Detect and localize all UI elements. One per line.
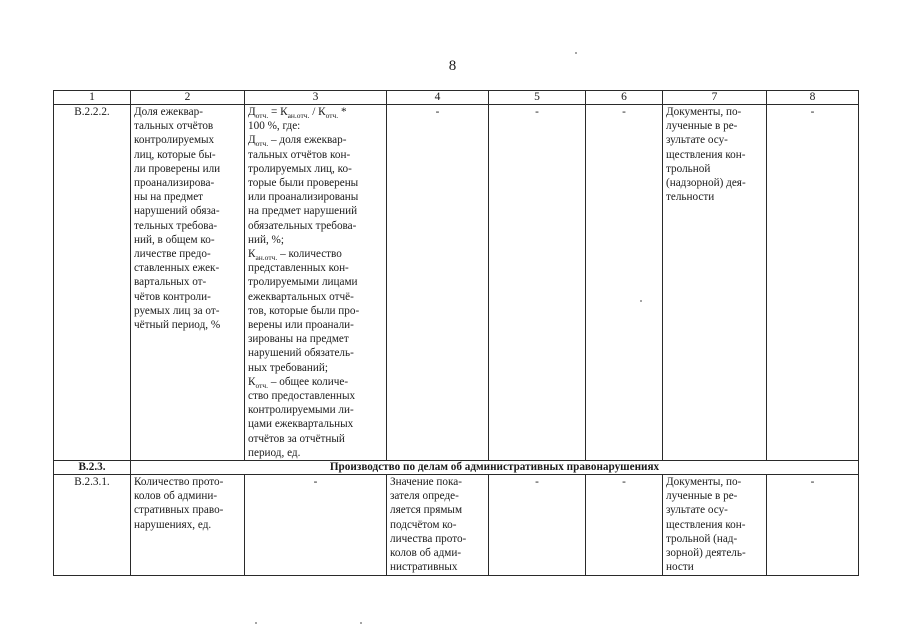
- scan-speck: [575, 52, 577, 54]
- definition-symbol: К: [248, 248, 256, 261]
- col-header-5: 5: [489, 91, 586, 105]
- cell-col6: -: [586, 105, 663, 461]
- row-code: В.2.2.2.: [54, 105, 131, 461]
- section-row: [54, 461, 859, 475]
- cell-col6: -: [586, 475, 663, 575]
- table-row: [54, 105, 859, 461]
- formula-subscript: отч.: [325, 111, 339, 121]
- data-source: Документы, по- лученные в ре- зультате осу- ществления кон- трольной (над- зорной) деятель- ности: [663, 475, 767, 575]
- indicator-name: Количество прото- колов об админи- стративных право- нарушениях, ед.: [131, 475, 245, 575]
- data-source: Документы, по- лученные в ре- зультате осу- ществления кон- трольной (надзорной) дея- тельности: [663, 105, 767, 461]
- indicators-table: [53, 90, 859, 576]
- cell-col5: -: [489, 105, 586, 461]
- section-title: Производство по делам об административных правонарушениях: [131, 461, 859, 475]
- col-header-4: 4: [387, 91, 489, 105]
- definition-text: – доля ежеквар- тальных отчётов кон- тролируемых лиц, ко- торые были проверены или проанализированы на предмет нарушений обязательных требова- ний, %;: [248, 134, 359, 246]
- definition-subscript: ан.отч.: [255, 253, 278, 263]
- cell-col4: -: [387, 105, 489, 461]
- scan-speck: [640, 300, 642, 302]
- definition-subscript: отч.: [255, 381, 269, 391]
- row-code: В.2.3.1.: [54, 475, 131, 575]
- formula-subscript: ан.отч.: [287, 111, 310, 121]
- page-number: 8: [448, 58, 457, 74]
- formula-subscript: отч.: [255, 111, 269, 121]
- formula-symbol: Д: [248, 106, 256, 118]
- formula-part: = К: [268, 106, 288, 118]
- col-header-2: 2: [131, 91, 245, 105]
- definition-subscript: отч.: [255, 139, 269, 149]
- definition-symbol: Д: [248, 134, 256, 147]
- cell-col3: -: [245, 475, 387, 575]
- scan-speck: [255, 622, 257, 624]
- col-header-1: 1: [54, 91, 131, 105]
- cell-col8: -: [767, 475, 859, 575]
- header-row: [54, 91, 859, 105]
- col-header-3: 3: [245, 91, 387, 105]
- formula-part: / К: [309, 106, 326, 118]
- section-code: В.2.3.: [54, 461, 131, 475]
- cell-col5: -: [489, 475, 586, 575]
- indicator-name: Доля ежеквар- тальных отчётов контролируемых лиц, которые бы- ли проверены или проанализирова- ны на предмет нарушений обяза- тельных требова- ний, в общем ко- личестве предо- ставленных ежек- вартальных от- чётов контроли- руемых лиц за от- чётный период, %: [131, 105, 245, 461]
- col-header-6: 6: [586, 91, 663, 105]
- col-header-8: 8: [767, 91, 859, 105]
- cell-col8: -: [767, 105, 859, 461]
- col-header-7: 7: [663, 91, 767, 105]
- scan-speck: [360, 622, 362, 624]
- definition-text: – количество представленных кон- тролируемыми лицами ежеквартальных отчё- тов, которые были про- верены или проанали- зированы на предмет нарушений обязатель- ных требований;: [248, 248, 360, 374]
- definition-symbol: К: [248, 375, 256, 388]
- formula-part: * 100 %, где:: [248, 106, 347, 133]
- calculation-method: Значение пока- зателя опреде- ляется прямым подсчётом ко- личества прото- колов об адми- нистративных: [387, 475, 489, 575]
- table-row: [54, 475, 859, 575]
- definition-text: – общее количе- ство предоставленных контролируемыми ли- цами ежеквартальных отчётов за отчётный период, ед.: [248, 375, 356, 459]
- calculation-method: [245, 105, 387, 461]
